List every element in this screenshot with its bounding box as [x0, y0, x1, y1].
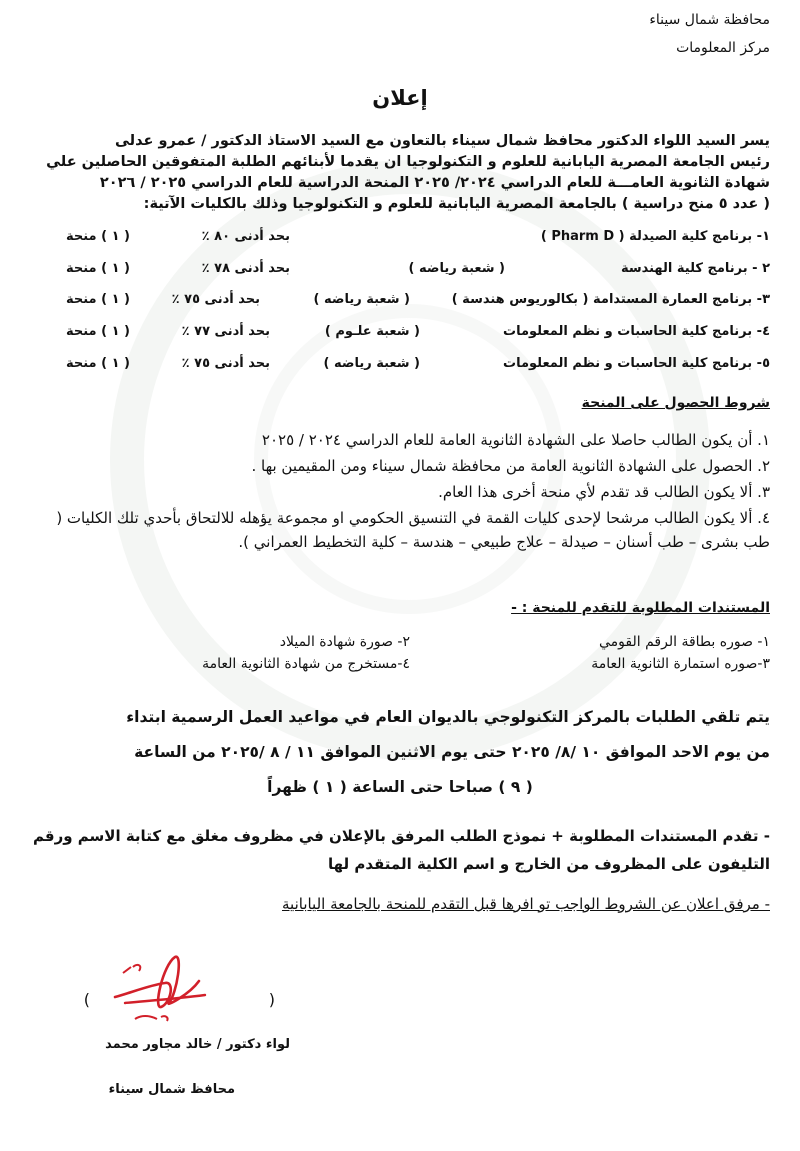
program-count: ( ١ ) منحة [65, 292, 130, 307]
program-branch: ( شعبة علـوم ) [324, 324, 420, 339]
signatory-title: محافظ شمال سيناء [108, 1082, 235, 1097]
program-branch: ( شعبة رياضه ) [408, 261, 505, 276]
program-branch: ( شعبة رياضه ) [313, 292, 410, 307]
program-branch: ( شعبة رياضه ) [323, 356, 420, 371]
page-title: إعلان [372, 86, 428, 110]
schedule-line: يتم تلقي الطلبات بالمركز التكنولوجي بالديوان العام في مواعيد العمل الرسمية ابتداء [126, 708, 770, 726]
program-count: ( ١ ) منحة [65, 324, 130, 339]
program-row [30, 229, 770, 251]
header-governorate: محافظة شمال سيناء [649, 12, 770, 28]
program-name: ١- برنامج كلية الصيدلة ( Pharm D ) [540, 229, 770, 244]
program-min: بحد أدنى ٧٥ ٪ [181, 356, 270, 371]
intro-line: يسر السيد اللواء الدكتور محافظ شمال سيناء بالتعاون مع السيد الاستاذ الدكتور / عمرو عدلى [115, 133, 770, 149]
signature-bracket-right: ) [83, 990, 90, 1009]
program-min: بحد أدنى ٧٧ ٪ [181, 324, 270, 339]
signatory-name: لواء دكتور / خالد مجاور محمد [105, 1037, 290, 1052]
signature-bracket-left: ( [268, 990, 275, 1009]
intro-line: رئيس الجامعة المصرية اليابانية للعلوم و التكنولوجيا ان يقدما لأبنائهم الطلبة المتفوقين الحاصلين علي [46, 154, 770, 170]
program-name: ٢ - برنامج كلية الهندسة [620, 261, 770, 276]
note-attachment: - مرفق اعلان عن الشروط الواجب تو افرها قبل التقدم للمنحة بالجامعة اليابانية [282, 895, 770, 913]
condition-item: ٤. ألا يكون الطالب مرشحا لإحدى كليات القمة في التنسيق الحكومي او مجموعة يؤهله للالتحاق بأحدي تلك الكليات ( طب بشرى – طب أسنان – صيدلة – علاج طبيعي – هندسة – كلية التخطيط العمراني ). [56, 509, 770, 551]
program-count: ( ١ ) منحة [65, 261, 130, 276]
program-row [30, 261, 770, 283]
program-row [30, 324, 770, 346]
document-item: ٤-مستخرج من شهادة الثانوية العامة [202, 656, 410, 672]
schedule-line: ( ٩ ) صباحا حتى الساعة ( ١ ) ظهراً [267, 778, 533, 796]
condition-item: ٢. الحصول على الشهادة الثانوية العامة من محافظة شمال سيناء ومن المقيمين بها . [251, 457, 770, 475]
program-name: ٣- برنامج العمارة المستدامة ( بكالوريوس هندسة ) [451, 292, 770, 307]
condition-item: ١. أن يكون الطالب حاصلا على الشهادة الثانوية العامة للعام الدراسي ٢٠٢٤ / ٢٠٢٥ [261, 431, 770, 449]
document-item: ١- صوره بطاقة الرقم القومي [599, 634, 770, 650]
program-min: بحد أدنى ٧٨ ٪ [201, 261, 290, 276]
intro-line: ( عدد ٥ منح دراسية ) بالجامعة المصرية اليابانية للعلوم و التكنولوجيا وذلك بالكليات الآتية: [143, 196, 770, 212]
note-submission: - تقدم المستندات المطلوبة + نموذج الطلب المرفق بالإعلان في مظروف مغلق مع كتابة الاسم ورقم التليفون على المظروف من الخارج و اسم الكلية المتقدم لها [33, 827, 770, 873]
documents-heading: المستندات المطلوبة للتقدم للمنحة : - [511, 600, 770, 616]
program-name: ٤- برنامج كلية الحاسبات و نظم المعلومات [503, 324, 770, 339]
program-row [30, 292, 770, 314]
signature-image [105, 945, 215, 1035]
program-count: ( ١ ) منحة [65, 356, 130, 371]
document-item: ٣-صوره استمارة الثانوية العامة [591, 656, 770, 672]
program-min: بحد أدنى ٧٥ ٪ [171, 292, 260, 307]
conditions-heading: شروط الحصول على المنحة [581, 395, 770, 411]
condition-item: ٣. ألا يكون الطالب قد تقدم لأي منحة أخرى هذا العام. [438, 483, 770, 501]
program-row [30, 356, 770, 378]
program-count: ( ١ ) منحة [65, 229, 130, 244]
header-info-center: مركز المعلومات [676, 40, 770, 56]
document-item: ٢- صورة شهادة الميلاد [279, 634, 410, 650]
program-name: ٥- برنامج كلية الحاسبات و نظم المعلومات [503, 356, 770, 371]
schedule-line: من يوم الاحد الموافق ١٠ /٨/ ٢٠٢٥ حتى يوم الاثنين الموافق ١١ / ٨ /٢٠٢٥ من الساعة [134, 743, 770, 761]
intro-line: شهادة الثانوية العامـــة للعام الدراسي ٢٠٢٤/ ٢٠٢٥ المنحة الدراسية للعام الدراسي ٢٠٢٥ / ٢٠٢٦ [99, 175, 770, 191]
program-min: بحد أدنى ٨٠ ٪ [201, 229, 290, 244]
